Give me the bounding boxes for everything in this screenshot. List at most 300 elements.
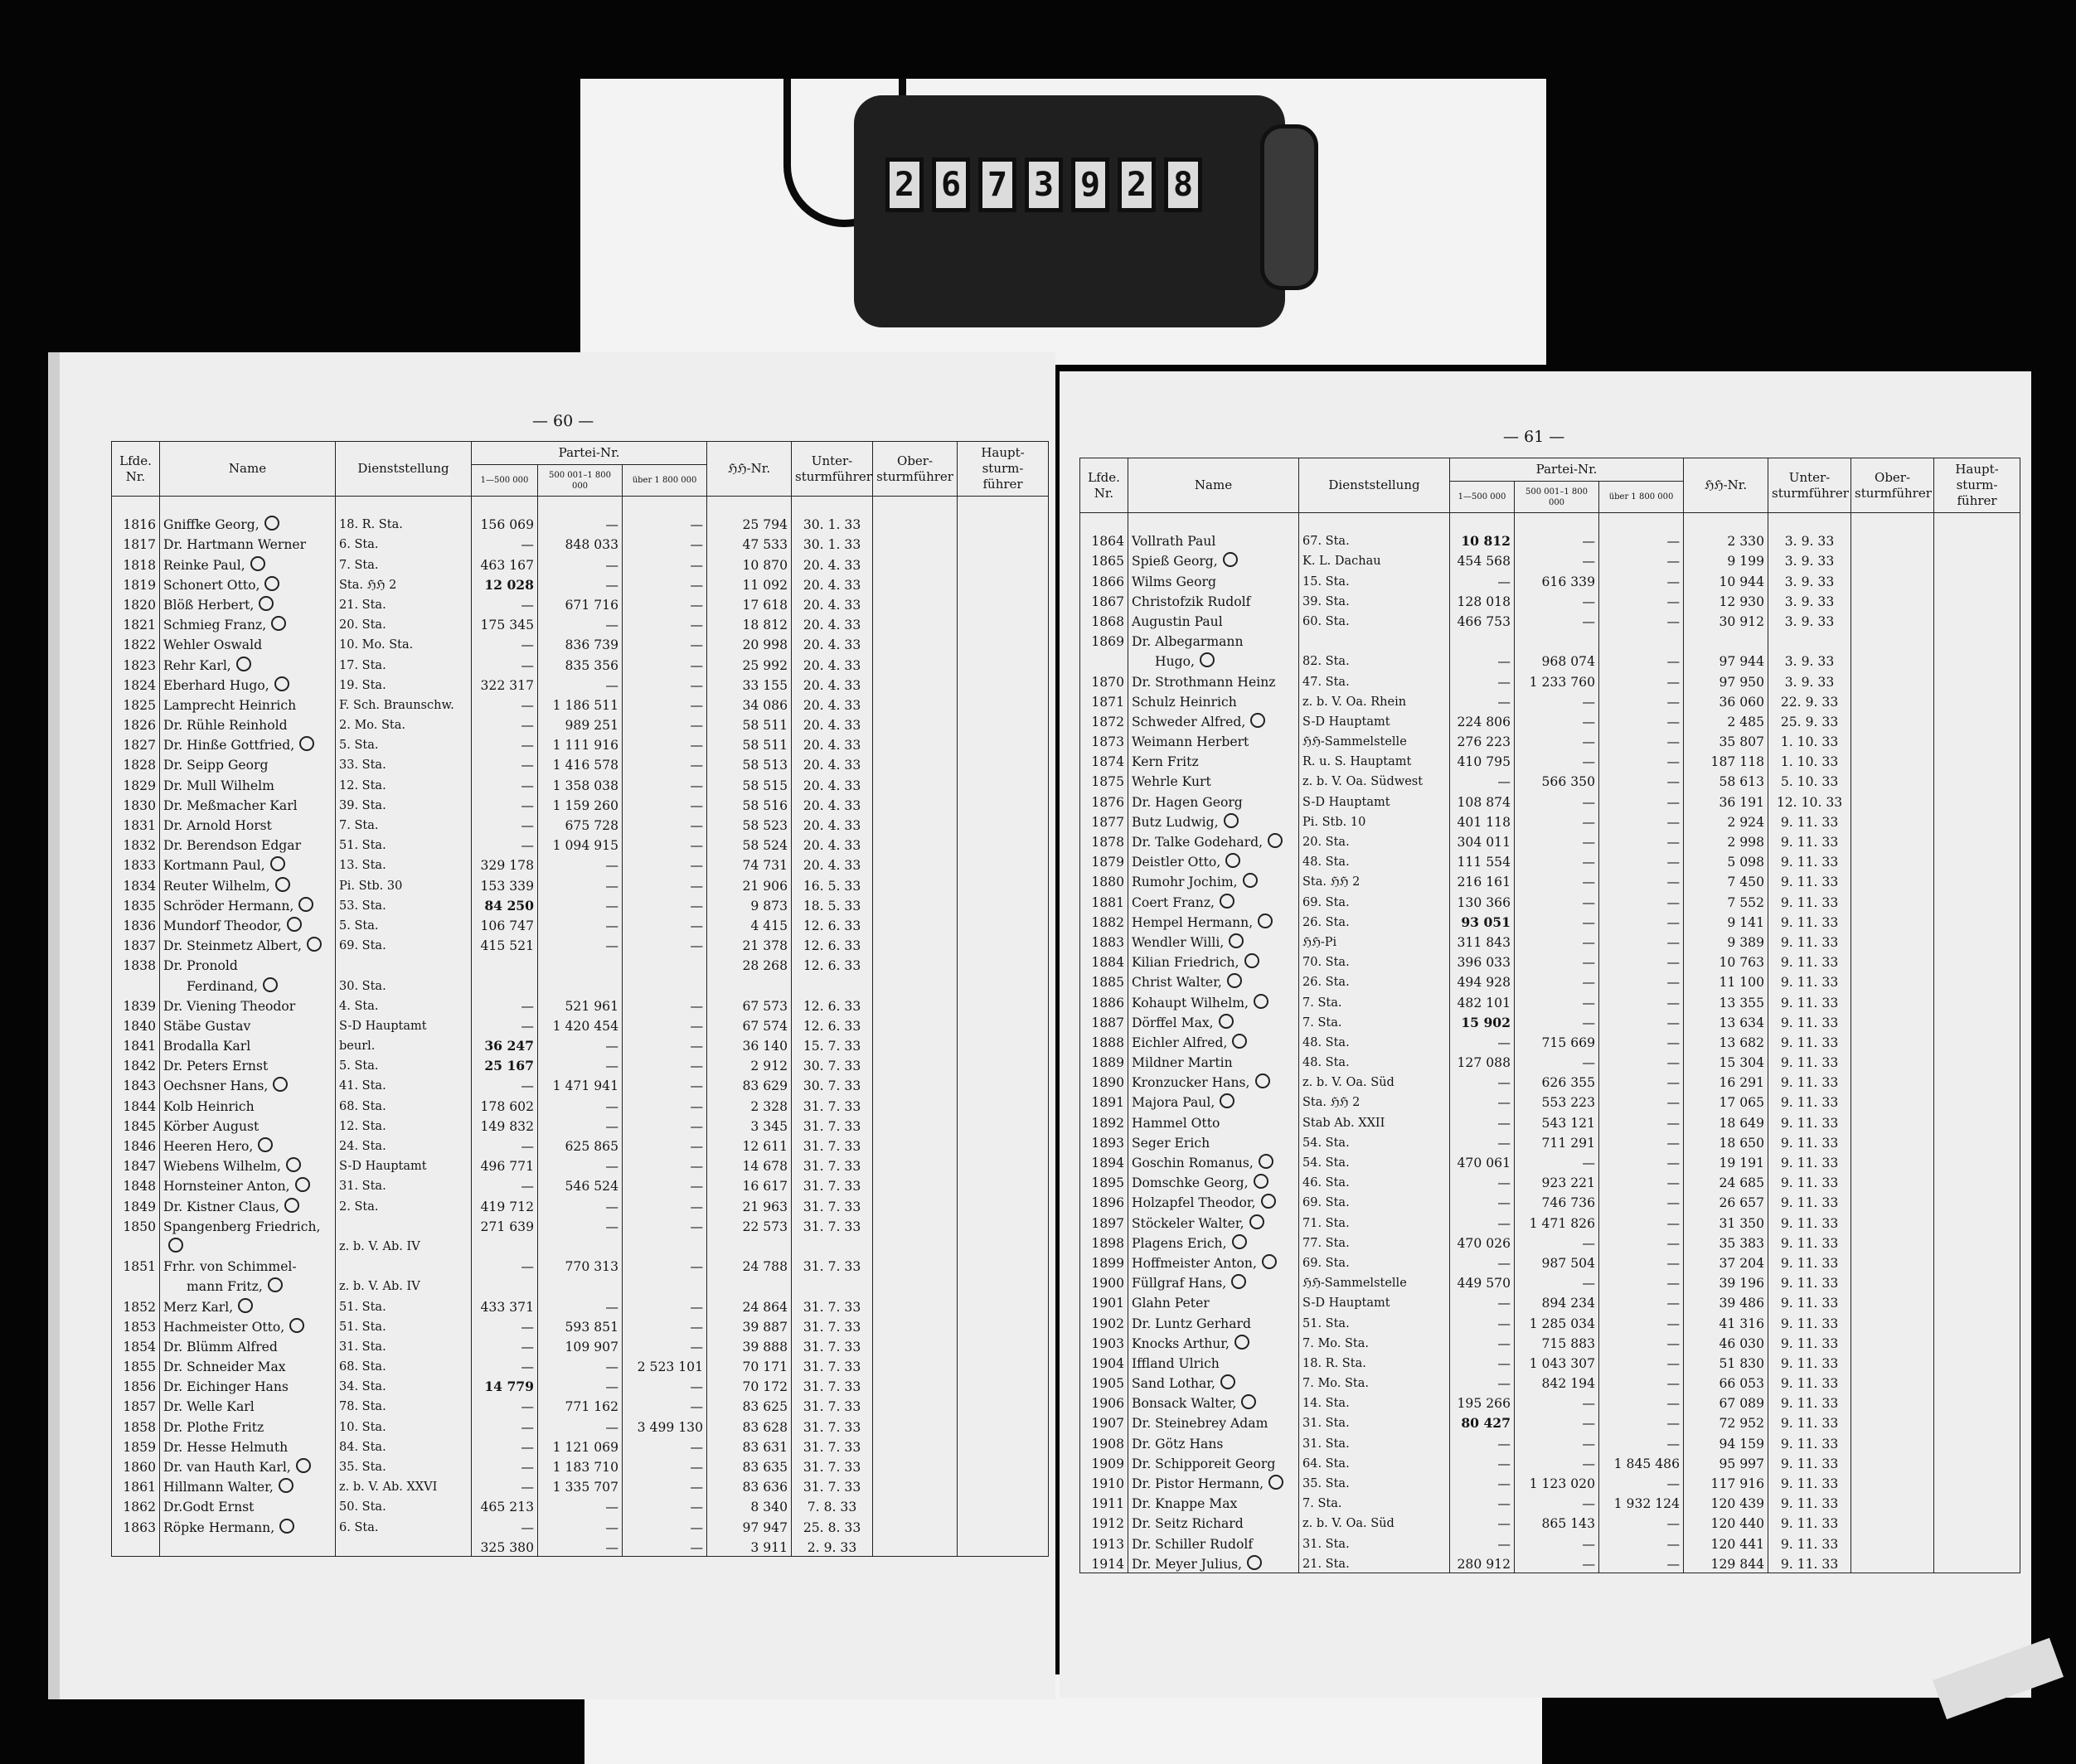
name-cell — [1128, 870, 1299, 890]
partei-nr-1-cell: — — [472, 1175, 538, 1195]
untersturmfuehrer-date-cell: 20. 4. 33 — [792, 734, 873, 754]
partei-nr-3-cell: — — [623, 633, 707, 653]
partei-nr-3-cell: — — [623, 694, 707, 714]
partei-nr-2-cell: — — [1515, 911, 1599, 931]
ss-nr-cell: 83 625 — [707, 1395, 792, 1415]
obersturmfuehrer-date-cell — [873, 1195, 958, 1214]
ss-nr-cell: 120 441 — [1684, 1532, 1768, 1552]
row-number: 1900 — [1080, 1272, 1128, 1292]
hauptsturmfuehrer-date-cell — [1934, 610, 2020, 630]
partei-nr-2-cell: 625 865 — [538, 1135, 623, 1155]
dienststellung-cell: S-D Hauptamt — [336, 1155, 472, 1175]
spacer-row — [112, 497, 1049, 514]
row-number: 1832 — [112, 834, 160, 854]
untersturmfuehrer-date-cell: 9. 11. 33 — [1768, 870, 1851, 890]
obersturmfuehrer-date-cell — [873, 914, 958, 934]
untersturmfuehrer-date-cell: 20. 4. 33 — [792, 694, 873, 714]
person-name: Dr. Hinße Gottfried, — [163, 738, 295, 754]
table-row — [1080, 630, 2020, 650]
table-row — [1080, 850, 2020, 870]
obersturmfuehrer-date-cell — [1851, 691, 1934, 710]
partei-nr-1-cell: — — [1450, 1492, 1515, 1512]
obersturmfuehrer-date-cell — [873, 773, 958, 793]
obersturmfuehrer-date-cell — [873, 1536, 958, 1557]
partei-nr-2-cell: 1 121 069 — [538, 1436, 623, 1456]
untersturmfuehrer-date-cell: 12. 6. 33 — [792, 914, 873, 934]
name-cell — [160, 1054, 336, 1074]
table-row — [112, 1355, 1049, 1375]
hauptsturmfuehrer-date-cell — [1934, 670, 2020, 690]
row-number: 1821 — [112, 613, 160, 633]
partei-nr-2-cell: — — [538, 574, 623, 594]
ss-nr-cell: 58 523 — [707, 814, 792, 834]
ss-nr-cell: 67 089 — [1684, 1392, 1768, 1412]
untersturmfuehrer-date-cell — [792, 1235, 873, 1255]
name-cell — [1128, 1011, 1299, 1031]
hauptsturmfuehrer-date-cell — [1934, 811, 2020, 831]
partei-nr-3-cell: — — [1599, 730, 1684, 750]
partei-nr-1-cell: — — [1450, 770, 1515, 790]
person-name: Hornsteiner Anton, — [163, 1179, 290, 1195]
name-cell — [1128, 650, 1299, 670]
spacer-cell — [1768, 513, 1851, 531]
untersturmfuehrer-date-cell: 31. 7. 33 — [792, 1335, 873, 1355]
partei-nr-2-cell: 842 194 — [1515, 1372, 1599, 1392]
obersturmfuehrer-date-cell — [873, 1135, 958, 1155]
person-name: Dr.Godt Ernst — [163, 1500, 255, 1515]
row-number: 1887 — [1080, 1011, 1128, 1031]
circle-mark-icon — [1247, 1555, 1262, 1570]
ss-nr-cell: 31 350 — [1684, 1211, 1768, 1231]
hauptsturmfuehrer-date-cell — [958, 1275, 1049, 1295]
name-cell — [160, 874, 336, 894]
partei-nr-2-cell: — — [1515, 1532, 1599, 1552]
partei-nr-1-cell: — — [472, 714, 538, 734]
partei-nr-1-cell: 127 088 — [1450, 1051, 1515, 1071]
table-row — [1080, 911, 2020, 931]
hauptsturmfuehrer-date-cell — [958, 1495, 1049, 1515]
hauptsturmfuehrer-date-cell — [958, 854, 1049, 874]
ss-nr-cell: 58 516 — [707, 794, 792, 814]
table-row — [112, 1415, 1049, 1435]
partei-nr-1-cell: — — [472, 1015, 538, 1035]
counter-digit: 8 — [1164, 158, 1202, 212]
partei-nr-2-cell: 848 033 — [538, 533, 623, 553]
table-row — [112, 1436, 1049, 1456]
row-number: 1856 — [112, 1375, 160, 1395]
dienststellung-cell: F. Sch. Braunschw. — [336, 694, 472, 714]
partei-nr-2-cell: — — [1515, 890, 1599, 910]
spacer-cell — [792, 497, 873, 514]
obersturmfuehrer-date-cell — [873, 574, 958, 594]
row-number: 1904 — [1080, 1352, 1128, 1372]
untersturmfuehrer-date-cell: 20. 4. 33 — [792, 754, 873, 773]
obersturmfuehrer-date-cell — [1851, 790, 1934, 810]
dienststellung-cell: 69. Sta. — [1299, 1191, 1450, 1211]
name-cell — [160, 814, 336, 834]
partei-nr-1-cell: 470 026 — [1450, 1232, 1515, 1252]
partei-nr-1-cell: — — [472, 773, 538, 793]
partei-nr-3-cell: — — [1599, 1432, 1684, 1451]
name-cell — [1128, 670, 1299, 690]
right-page — [1060, 371, 2031, 1698]
partei-nr-2-cell: — — [538, 513, 623, 533]
ss-nr-cell: 36 060 — [1684, 691, 1768, 710]
name-cell — [160, 1295, 336, 1315]
untersturmfuehrer-date-cell: 31. 7. 33 — [792, 1155, 873, 1175]
obersturmfuehrer-date-cell — [1851, 630, 1934, 650]
untersturmfuehrer-date-cell: 9. 11. 33 — [1768, 1191, 1851, 1211]
partei-nr-2-cell: 923 221 — [1515, 1171, 1599, 1191]
person-name: Deistler Otto, — [1132, 855, 1221, 870]
ss-nr-cell: 28 268 — [707, 954, 792, 974]
ss-nr-cell: 58 524 — [707, 834, 792, 854]
name-cell — [160, 513, 336, 533]
partei-nr-3-cell: — — [1599, 870, 1684, 890]
table-row — [1080, 569, 2020, 589]
header-lfd-nr: Lfde. Nr. — [1080, 458, 1128, 513]
table-row — [1080, 1311, 2020, 1331]
name-cell — [1128, 1191, 1299, 1211]
table-row — [112, 553, 1049, 573]
name-cell — [160, 995, 336, 1015]
table-row — [112, 894, 1049, 914]
partei-nr-3-cell: — — [623, 1135, 707, 1155]
partei-nr-3-cell: — — [1599, 831, 1684, 850]
table-row — [1080, 710, 2020, 730]
row-number — [112, 1275, 160, 1295]
hauptsturmfuehrer-date-cell — [1934, 991, 2020, 1010]
table-row — [112, 633, 1049, 653]
dienststellung-cell: 4. Sta. — [336, 995, 472, 1015]
partei-nr-2-cell — [538, 1275, 623, 1295]
row-number — [1080, 650, 1128, 670]
table-row — [112, 1035, 1049, 1054]
ss-nr-cell: 12 930 — [1684, 590, 1768, 610]
partei-nr-1-cell: 10 812 — [1450, 530, 1515, 550]
person-name: Iffland Ulrich — [1132, 1355, 1220, 1371]
untersturmfuehrer-date-cell: 9. 11. 33 — [1768, 931, 1851, 951]
partei-nr-3-cell: — — [623, 553, 707, 573]
person-name: Reinke Paul, — [163, 557, 245, 573]
name-cell — [1128, 811, 1299, 831]
name-cell — [160, 1436, 336, 1456]
table-row — [1080, 1472, 2020, 1492]
partei-nr-1-cell — [472, 1235, 538, 1255]
untersturmfuehrer-date-cell: 25. 9. 33 — [1768, 710, 1851, 730]
table-row — [1080, 1292, 2020, 1311]
spacer-cell — [1934, 513, 2020, 531]
row-number: 1892 — [1080, 1111, 1128, 1131]
table-row — [112, 1255, 1049, 1275]
dienststellung-cell: 31. Sta. — [336, 1175, 472, 1195]
dienststellung-cell: 48. Sta. — [1299, 1051, 1450, 1071]
partei-nr-1-cell: — — [1450, 1432, 1515, 1451]
ss-nr-cell: 33 155 — [707, 674, 792, 694]
table-row — [1080, 691, 2020, 710]
hauptsturmfuehrer-date-cell — [958, 954, 1049, 974]
hauptsturmfuehrer-date-cell — [1934, 691, 2020, 710]
header-ss-nr: ℌℌ-Nr. — [1684, 458, 1768, 513]
person-name: Bonsack Walter, — [1132, 1396, 1237, 1412]
person-name: Knocks Arthur, — [1132, 1335, 1230, 1351]
partei-nr-1-cell: 396 033 — [1450, 951, 1515, 971]
ss-nr-cell: 83 635 — [707, 1456, 792, 1476]
dienststellung-cell: 7. Sta. — [336, 814, 472, 834]
ss-nr-cell: 67 573 — [707, 995, 792, 1015]
obersturmfuehrer-date-cell — [1851, 1091, 1934, 1111]
partei-nr-2-cell: — — [538, 934, 623, 954]
person-name: Dr. Luntz Gerhard — [1132, 1316, 1251, 1331]
partei-nr-3-cell: — — [623, 914, 707, 934]
partei-nr-2-cell: 894 234 — [1515, 1292, 1599, 1311]
partei-nr-3-cell: — — [1599, 1051, 1684, 1071]
person-name: Wehrle Kurt — [1132, 774, 1211, 790]
untersturmfuehrer-date-cell: 31. 7. 33 — [792, 1415, 873, 1435]
circle-mark-icon — [271, 616, 286, 631]
ss-nr-cell: 97 947 — [707, 1515, 792, 1535]
hauptsturmfuehrer-date-cell — [1934, 1031, 2020, 1051]
obersturmfuehrer-date-cell — [873, 633, 958, 653]
person-name: Oechsner Hans, — [163, 1078, 269, 1094]
name-cell — [1128, 1372, 1299, 1392]
dienststellung-cell: z. b. V. Oa. Rhein — [1299, 691, 1450, 710]
header-name: Name — [1128, 458, 1299, 513]
ss-nr-cell: 14 678 — [707, 1155, 792, 1175]
partei-nr-1-cell: — — [472, 814, 538, 834]
row-number: 1883 — [1080, 931, 1128, 951]
name-cell — [1128, 610, 1299, 630]
ss-nr-cell: 51 830 — [1684, 1352, 1768, 1372]
partei-nr-2-cell: — — [1515, 811, 1599, 831]
untersturmfuehrer-date-cell: 9. 11. 33 — [1768, 1071, 1851, 1091]
untersturmfuehrer-date-cell: 31. 7. 33 — [792, 1255, 873, 1275]
hauptsturmfuehrer-date-cell — [958, 1015, 1049, 1035]
partei-nr-1-cell: — — [472, 1456, 538, 1476]
circle-mark-icon — [273, 1077, 288, 1092]
table-row — [112, 1295, 1049, 1315]
table-row — [112, 694, 1049, 714]
name-cell — [160, 1094, 336, 1114]
partei-nr-3-cell: — — [623, 1515, 707, 1535]
spacer-cell — [958, 497, 1049, 514]
obersturmfuehrer-date-cell — [873, 1035, 958, 1054]
counter-digit: 7 — [978, 158, 1016, 212]
person-name: Blöß Herbert, — [163, 597, 255, 613]
obersturmfuehrer-date-cell — [873, 874, 958, 894]
ss-nr-cell: 24 864 — [707, 1295, 792, 1315]
ss-nr-cell: 70 171 — [707, 1355, 792, 1375]
partei-nr-1-cell: 178 602 — [472, 1094, 538, 1114]
obersturmfuehrer-date-cell — [1851, 1372, 1934, 1392]
person-name: Seger Erich — [1132, 1135, 1210, 1151]
row-number: 1858 — [112, 1415, 160, 1435]
row-number: 1874 — [1080, 750, 1128, 770]
partei-nr-1-cell: 325 380 — [472, 1536, 538, 1557]
obersturmfuehrer-date-cell — [1851, 1011, 1934, 1031]
untersturmfuehrer-date-cell: 9. 11. 33 — [1768, 1492, 1851, 1512]
ss-nr-cell: 13 355 — [1684, 991, 1768, 1010]
partei-nr-3-cell: — — [623, 1094, 707, 1114]
dienststellung-cell: 7. Sta. — [1299, 1492, 1450, 1512]
hauptsturmfuehrer-date-cell — [1934, 1132, 2020, 1151]
partei-nr-2-cell: 715 669 — [1515, 1031, 1599, 1051]
obersturmfuehrer-date-cell — [873, 1115, 958, 1135]
person-name: Dr. Peters Ernst — [163, 1059, 269, 1074]
partei-nr-1-cell: — — [1450, 1372, 1515, 1392]
partei-nr-2-cell: — — [1515, 951, 1599, 971]
partei-nr-3-cell: 1 845 486 — [1599, 1452, 1684, 1472]
partei-nr-1-cell: — — [472, 995, 538, 1015]
partei-nr-3-cell: — — [623, 574, 707, 594]
name-cell — [1128, 931, 1299, 951]
partei-nr-1-cell — [472, 1275, 538, 1295]
row-number: 1907 — [1080, 1412, 1128, 1432]
partei-nr-2-cell: 968 074 — [1515, 650, 1599, 670]
partei-nr-3-cell: — — [1599, 1272, 1684, 1292]
person-name: Füllgraf Hans, — [1132, 1276, 1227, 1292]
partei-nr-2-cell: — — [538, 553, 623, 573]
obersturmfuehrer-date-cell — [873, 1476, 958, 1495]
partei-nr-2-cell: 546 524 — [538, 1175, 623, 1195]
table-row — [1080, 1111, 2020, 1131]
partei-nr-1-cell: 280 912 — [1450, 1553, 1515, 1573]
untersturmfuehrer-date-cell: 9. 11. 33 — [1768, 811, 1851, 831]
hauptsturmfuehrer-date-cell — [958, 1115, 1049, 1135]
partei-nr-2-cell — [1515, 630, 1599, 650]
partei-nr-2-cell: 566 350 — [1515, 770, 1599, 790]
partei-nr-1-cell: — — [1450, 1311, 1515, 1331]
dienststellung-cell: 12. Sta. — [336, 773, 472, 793]
row-number: 1833 — [112, 854, 160, 874]
counter-digit: 3 — [1025, 158, 1063, 212]
spacer-cell — [1851, 513, 1934, 531]
untersturmfuehrer-date-cell: 20. 4. 33 — [792, 834, 873, 854]
partei-nr-1-cell: — — [472, 533, 538, 553]
partei-nr-3-cell: — — [623, 1436, 707, 1456]
person-name: Plagens Erich, — [1132, 1235, 1227, 1251]
table-row — [1080, 650, 2020, 670]
dienststellung-cell: 67. Sta. — [1299, 530, 1450, 550]
partei-nr-1-cell: 496 771 — [472, 1155, 538, 1175]
partei-nr-2-cell: 1 111 916 — [538, 734, 623, 754]
partei-nr-1-cell — [1450, 630, 1515, 650]
partei-nr-1-cell: — — [1450, 569, 1515, 589]
hauptsturmfuehrer-date-cell — [958, 773, 1049, 793]
partei-nr-3-cell: — — [623, 1295, 707, 1315]
untersturmfuehrer-date-cell: 18. 5. 33 — [792, 894, 873, 914]
table-row — [1080, 1171, 2020, 1191]
table-row — [112, 574, 1049, 594]
partei-nr-3-cell: — — [1599, 569, 1684, 589]
ss-nr-cell: 36 140 — [707, 1035, 792, 1054]
dienststellung-cell: 7. Sta. — [1299, 991, 1450, 1010]
dienststellung-cell — [336, 1215, 472, 1235]
obersturmfuehrer-date-cell — [1851, 931, 1934, 951]
table-row — [112, 1476, 1049, 1495]
partei-nr-3-cell: — — [623, 1255, 707, 1275]
table-row — [1080, 1332, 2020, 1352]
dienststellung-cell — [336, 954, 472, 974]
name-cell — [160, 694, 336, 714]
person-name: Dr. Pronold — [163, 958, 238, 974]
dienststellung-cell: Sta. ℌℌ 2 — [1299, 1091, 1450, 1111]
untersturmfuehrer-date-cell: 3. 9. 33 — [1768, 670, 1851, 690]
person-name: Körber August — [163, 1118, 260, 1134]
ss-nr-cell: 58 515 — [707, 773, 792, 793]
obersturmfuehrer-date-cell — [1851, 1191, 1934, 1211]
hauptsturmfuehrer-date-cell — [1934, 1432, 2020, 1451]
partei-nr-1-cell: 449 570 — [1450, 1272, 1515, 1292]
hauptsturmfuehrer-date-cell — [958, 1335, 1049, 1355]
person-name: Stäbe Gustav — [163, 1018, 251, 1034]
circle-mark-icon — [289, 1318, 304, 1333]
dienststellung-cell: K. L. Dachau — [1299, 550, 1450, 569]
circle-mark-icon — [298, 897, 313, 912]
untersturmfuehrer-date-cell: 15. 7. 33 — [792, 1035, 873, 1054]
dienststellung-cell: 2. Mo. Sta. — [336, 714, 472, 734]
obersturmfuehrer-date-cell — [873, 1175, 958, 1195]
hauptsturmfuehrer-date-cell — [958, 1155, 1049, 1175]
hauptsturmfuehrer-date-cell — [958, 714, 1049, 734]
circle-mark-icon — [1254, 1174, 1268, 1189]
partei-nr-3-cell: — — [623, 874, 707, 894]
circle-mark-icon — [1250, 713, 1265, 728]
obersturmfuehrer-date-cell — [873, 1155, 958, 1175]
header-partei-nr: Partei-Nr. — [1450, 458, 1684, 482]
person-name: Stöckeler Walter, — [1132, 1215, 1244, 1231]
name-cell — [1128, 1071, 1299, 1091]
row-number: 1830 — [112, 794, 160, 814]
ss-nr-cell: 20 998 — [707, 633, 792, 653]
untersturmfuehrer-date-cell: 9. 11. 33 — [1768, 1412, 1851, 1432]
hauptsturmfuehrer-date-cell — [1934, 530, 2020, 550]
row-number: 1837 — [112, 934, 160, 954]
circle-mark-icon — [1224, 813, 1239, 828]
obersturmfuehrer-date-cell — [1851, 870, 1934, 890]
obersturmfuehrer-date-cell — [873, 1295, 958, 1315]
ss-nr-cell: 120 440 — [1684, 1512, 1768, 1532]
row-number: 1881 — [1080, 890, 1128, 910]
partei-nr-1-cell: — — [1450, 670, 1515, 690]
hauptsturmfuehrer-date-cell — [1934, 569, 2020, 589]
hauptsturmfuehrer-date-cell — [958, 1074, 1049, 1094]
name-cell — [160, 1035, 336, 1054]
partei-nr-1-cell: 111 554 — [1450, 850, 1515, 870]
partei-nr-1-cell: 322 317 — [472, 674, 538, 694]
untersturmfuehrer-date-cell: 31. 7. 33 — [792, 1456, 873, 1476]
obersturmfuehrer-date-cell — [1851, 1532, 1934, 1552]
partei-nr-2-cell: — — [538, 1495, 623, 1515]
partei-nr-2-cell: — — [1515, 691, 1599, 710]
dienststellung-cell: 48. Sta. — [1299, 850, 1450, 870]
ss-nr-cell: 2 912 — [707, 1054, 792, 1074]
dienststellung-cell: 84. Sta. — [336, 1436, 472, 1456]
partei-nr-2-cell: 109 907 — [538, 1335, 623, 1355]
untersturmfuehrer-date-cell: 9. 11. 33 — [1768, 1452, 1851, 1472]
spacer-cell — [1080, 513, 1128, 531]
untersturmfuehrer-date-cell: 9. 11. 33 — [1768, 1432, 1851, 1451]
partei-nr-1-cell: 216 161 — [1450, 870, 1515, 890]
dienststellung-cell: S-D Hauptamt — [1299, 1292, 1450, 1311]
name-cell — [160, 894, 336, 914]
partei-nr-3-cell: — — [623, 814, 707, 834]
ss-nr-cell: 47 533 — [707, 533, 792, 553]
partei-nr-2-cell: — — [1515, 790, 1599, 810]
partei-nr-2-cell: 1 233 760 — [1515, 670, 1599, 690]
partei-nr-3-cell: — — [1599, 1311, 1684, 1331]
hauptsturmfuehrer-date-cell — [958, 1415, 1049, 1435]
